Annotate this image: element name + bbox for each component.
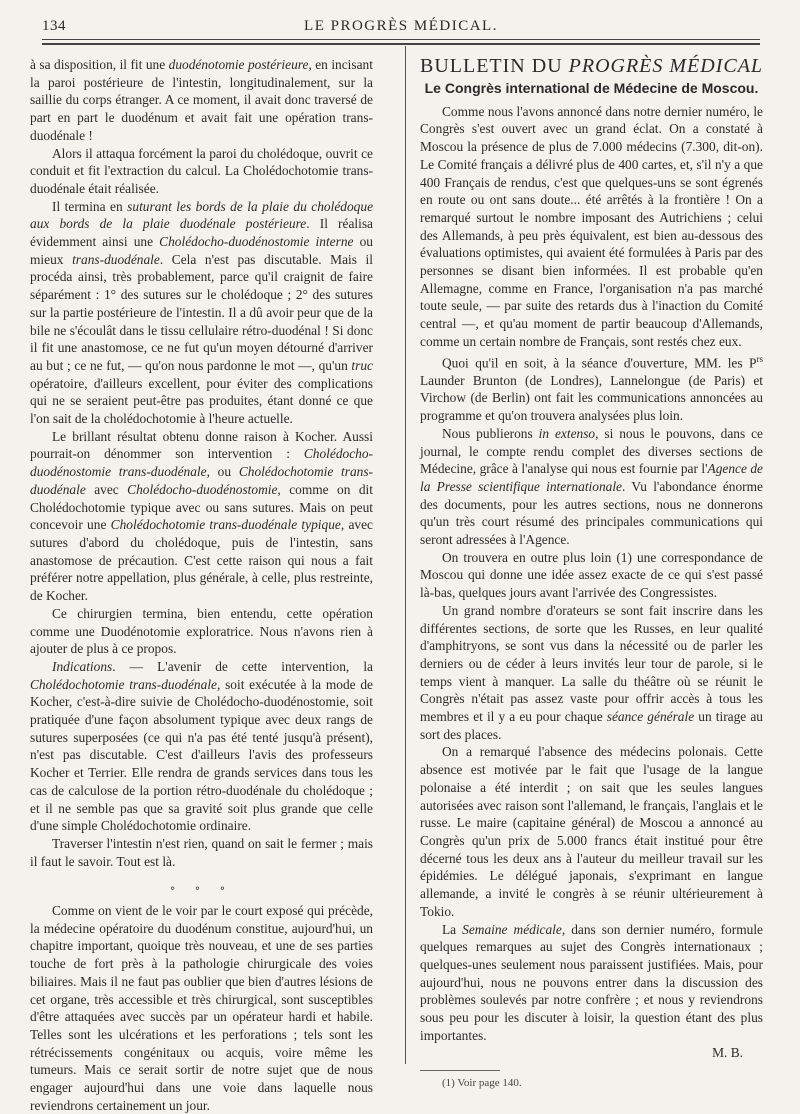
paragraph: Ce chirurgien termina, bien entendu, cette opération comme une Duodénotomie exploratrice. Nous n'avons rien à ajouter de plus à ce propos. (30, 605, 373, 657)
bulletin-title (420, 55, 764, 77)
page-header (42, 18, 760, 40)
paragraph: Comme nous l'avons annoncé dans notre dernier numéro, le Congrès s'est ouvert avec un grand éclat. On a constaté à Moscou la présence de plus de 7.000 médecins (7.300, dit-on). Le Comité français a délivré plus de 400 cartes, et, s'il n'y a que 400 Français de rendus, c'est que quelques-uns se sont égrenés en route ou ont sans doute... été arrêtés à la frontière ! On a remarqué surtout le nombre imposant des Autrichiens ; celui des Allemands, à peu près équivalent, est bien au-dessous des évaluations optimistes, qui avaient été formulées à Paris par des personnes se disant bien informées. Il est probable qu'en Allemagne, comme en France, l'organisation n'a pas marché toute seule, — par suite des retards dus à l'inaction du Comité central —, et qu'au moment de partir beaucoup d'Allemands, comme un certain nombre de Français, sont restés chez eux. (420, 103, 763, 349)
bulletin-title-prefix: BULLETIN DU (420, 55, 569, 77)
page-number: 134 (42, 18, 66, 34)
running-title: LE PROGRÈS MÉDICAL. (304, 18, 498, 34)
paragraph: On trouvera en outre plus loin (1) une correspondance de Moscou qui donne une idée assez exacte de ce qui s'est passé là-bas, quelques jours avant l'arrivée des Congressistes. (420, 549, 763, 601)
section-separator: ∘ ∘ ∘ (169, 881, 234, 896)
paragraph: Indications. — L'avenir de cette intervention, la Cholédochotomie trans-duodénale, soit exécutée à la mode de Kocher, c'est-à-dire suivie de Cholédocho-duodénostomie, soit pratiquée d'une façon absolument typique avec deux rangs de sutures superposées (ce qui n'a pas été tenté jusqu'à présent), n'est pas discutable. C'est d'ailleurs l'avis des professeurs Kocher et Terrier. Elle rendra de grands services dans tous les cas de calculose de la portion rétro-duodénale du cholédoque ; et il ne semble pas que sa gravité soit plus grande que celle d'une simple Cholédochotomie ordinaire. (30, 658, 373, 834)
paragraph: Il termina en suturant les bords de la plaie du cholédoque aux bords de la plaie duodénale postérieure. Il réalisa évidemment ainsi une Cholédocho-duodénostomie interne ou mieux trans-duodénale. Cela n'est pas discutable. Mais il procéda ainsi, très probablement, parce qu'il craignit de faire séparément : 1° des sutures sur le cholédoque ; 2° des sutures sur la partie postérieure de l'intestin. Il a dû avoir peur que de la bile ne s'écoulât dans le tissu cellulaire rétro-duodénal ! Si donc il fit une anastomose, ce ne fut qu'un moyen détourné d'arriver au but ; ce ne fut, — qu'on nous pardonne le mot —, qu'un truc opératoire, d'ailleurs excellent, pour éviter des complications qui ne se seraient peut-être pas produites, étant donné ce que l'on sait de la cholédochotomie à l'heure actuelle. (30, 198, 374, 427)
footnote-rule (420, 1070, 500, 1071)
header-rule-thick (42, 43, 760, 45)
author-signature: M. B. (712, 1045, 743, 1061)
paragraph: Un grand nombre d'orateurs se sont fait inscrire dans les différentes sections, de sorte que les Russes, en leur qualité d'amphitryons, se sont vus dans la nécessité ou de parler les derniers ou de céder à leurs invités leur tour de parole, si le temps vient à manquer. La salle du théâtre où se réunit le Congrès n'était pas assez vaste pour offrir accès à tous les membres et il y a eu pour chaque séance générale un tirage au sort des places. (420, 602, 763, 742)
paragraph: Alors il attaqua forcément la paroi du cholédoque, ouvrit ce conduit et fit l'extraction du calcul. La Cholédochotomie trans-duodénale était réalisée. (30, 145, 373, 196)
left-column-body (30, 56, 373, 870)
paragraph: à sa disposition, il fit une duodénotomie postérieure, en incisant la paroi postérieure de l'intestin, longitudinalement, sur la saillie du corps étranger. A ce moment, il avait donc traversé de part en part le duodénum et avait fait une opération trans-duodénale ! (30, 57, 373, 143)
paragraph: Le brillant résultat obtenu donne raison à Kocher. Aussi pourrait-on dénommer son intervention : Cholédocho-duodénostomie trans-duodénale, ou Cholédochotomie trans-duodénale avec Cholédocho-duodénostomie, comme on dit Cholédochotomie typique avec ou sans sutures. Mais on peut concevoir une Cholédochotomie trans-duodénale typique, avec sutures d'abord du cholédoque, puis de l'intestin, sans anastomose de précaution. C'est cette raison qui nous a fait préférer notre appellation, plus générale, à celle, plus restreinte, de Kocher. (30, 428, 373, 604)
right-column (420, 56, 763, 1093)
footnote: (1) Voir page 140. (442, 1077, 522, 1090)
right-column-body (420, 103, 763, 1045)
bulletin-title-journal: PROGRÈS MÉDICAL (568, 55, 764, 77)
column-divider (405, 46, 406, 1064)
left-column (30, 56, 373, 1114)
paragraph: Quoi qu'il en soit, à la séance d'ouverture, MM. les $P^{rs}$ Launder Brunton (de Londres), Lannelongue (de Paris) et Virchow (de Berlin) ont fait les communications annoncées au programme et qu'on trouvera analysées plus loin. (420, 353, 763, 424)
header-rule-thin (42, 39, 760, 40)
left-column-closing (30, 902, 373, 1114)
paragraph: Nous publierons in extenso, si nous le pouvons, dans ce journal, le compte rendu complet des diverses sections de Médecine, grâce à l'analyse qui nous est fournie par l'Agence de la Presse scientifique internationale. Vu l'abondance énorme des documents, pour les autres sections, nous ne donnerons qu'un très court résumé des principales communications qui seront adressées à l'Agence. (420, 425, 764, 548)
paragraph: On a remarqué l'absence des médecins polonais. Cette absence est motivée par le fait que l'usage de la langue polonaise a été interdit ; on sait que les seules langues autorisées avec raison sont l'allemand, le français, l'anglais et le russe. Le maire (capitaine général) de Moscou a annoncé au Congrès qu'un prix de 5.000 francs était institué pour être décerné tous les deux ans à l'auteur du meilleur travail sur les épidémies. Le délégué japonais, s'exprimant en langue allemande, a invité le congrès à se réunir ultérieurement à Tokio. (420, 744, 763, 919)
paragraph: Traverser l'intestin n'est rien, quand on sait le fermer ; mais il faut le savoir. Tout est là. (30, 835, 373, 869)
article-heading: Le Congrès international de Médecine de Moscou. (424, 79, 759, 96)
paragraph: La Semaine médicale, dans son dernier numéro, formule quelques remarques au sujet des Congrès internationaux ; quelques-unes seulement nous paraissent justifiées. Mais, pour aujourd'hui, nous ne pouvons entrer dans la discussion des problèmes soulevés par notre confrère ; et nous y reviendrons sous peu pour les discuter à loisir, la question étant des plus importantes. (420, 921, 763, 1043)
paragraph: Comme on vient de le voir par le court exposé qui précède, la médecine opératoire du duodénum constitue, aujourd'hui, un chapitre important, quoique très nouveau, et une de ses parties touche de fort près à la pathologie chirurgicale des voies biliaires. Mais il ne faut pas oublier que bien d'autres lésions de cet organe, très accessible et très chirurgical, sont susceptibles d'être attaquées avec succès par un opérateur hardi et habile. Telles sont les ulcérations et les perforations ; tels sont les rétrécissements congénitaux ou acquis, voire même les tumeurs. Mais ce serait sortir de notre sujet que de nous engager aujourd'hui dans une voie dans laquelle nous reviendrons certainement un jour. (30, 903, 373, 1113)
